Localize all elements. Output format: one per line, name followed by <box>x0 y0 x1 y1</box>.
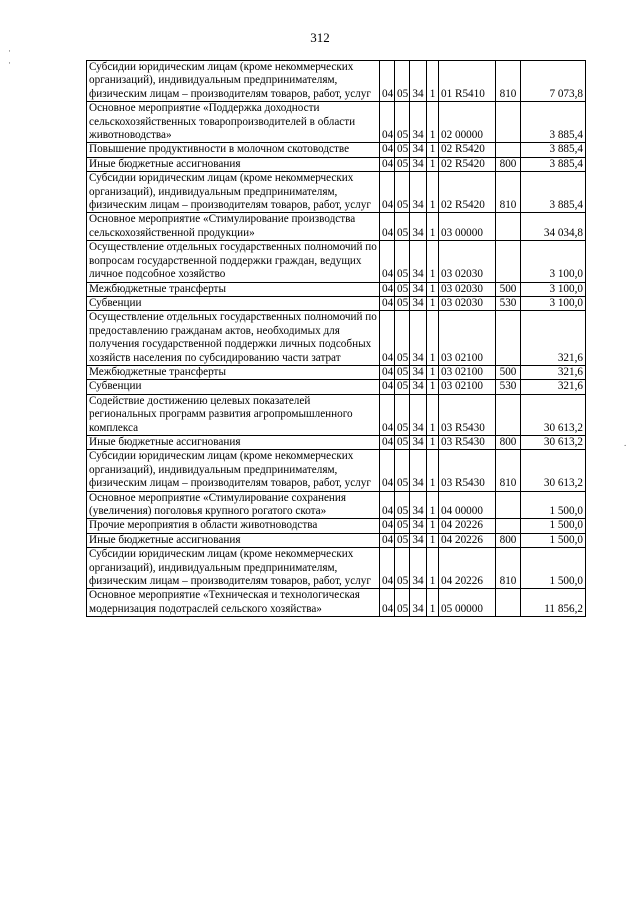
subprogram-code: 1 <box>427 61 439 102</box>
amount-value: 3 100,0 <box>521 282 586 296</box>
expense-type-code <box>496 213 521 241</box>
table-row <box>87 213 586 241</box>
table-row <box>87 519 586 533</box>
item-name: Межбюджетные трансферты <box>87 282 380 296</box>
subsection-code: 05 <box>395 435 410 449</box>
item-name: Иные бюджетные ассигнования <box>87 435 380 449</box>
subprogram-code: 1 <box>427 102 439 143</box>
section-code: 04 <box>380 282 395 296</box>
section-code: 04 <box>380 533 395 547</box>
budget-table-body <box>87 61 586 617</box>
target-item-code: 03 02100 <box>439 311 496 366</box>
amount-value: 7 073,8 <box>521 61 586 102</box>
table-row <box>87 491 586 519</box>
amount-value: 30 613,2 <box>521 435 586 449</box>
target-item-code: 03 02030 <box>439 296 496 310</box>
table-row <box>87 157 586 171</box>
subsection-code: 05 <box>395 143 410 157</box>
item-name: Прочие мероприятия в области животноводства <box>87 519 380 533</box>
subprogram-code: 1 <box>427 143 439 157</box>
program-code: 34 <box>410 435 427 449</box>
program-code: 34 <box>410 282 427 296</box>
target-item-code: 04 00000 <box>439 491 496 519</box>
subsection-code: 05 <box>395 172 410 213</box>
subprogram-code: 1 <box>427 435 439 449</box>
program-code: 34 <box>410 589 427 617</box>
subprogram-code: 1 <box>427 589 439 617</box>
section-code: 04 <box>380 157 395 171</box>
table-row <box>87 143 586 157</box>
subsection-code: 05 <box>395 365 410 379</box>
program-code: 34 <box>410 102 427 143</box>
section-code: 04 <box>380 102 395 143</box>
subsection-code: 05 <box>395 241 410 282</box>
subsection-code: 05 <box>395 533 410 547</box>
amount-value: 1 500,0 <box>521 519 586 533</box>
expense-type-code: 800 <box>496 533 521 547</box>
subsection-code: 05 <box>395 282 410 296</box>
subsection-code: 05 <box>395 589 410 617</box>
amount-value: 11 856,2 <box>521 589 586 617</box>
expense-type-code: 810 <box>496 450 521 491</box>
section-code: 04 <box>380 172 395 213</box>
expense-type-code <box>496 241 521 282</box>
amount-value: 3 885,4 <box>521 172 586 213</box>
program-code: 34 <box>410 241 427 282</box>
section-code: 04 <box>380 548 395 589</box>
scan-mark: · <box>8 58 11 68</box>
expense-type-code: 810 <box>496 548 521 589</box>
page-number: 312 <box>310 30 330 45</box>
subsection-code: 05 <box>395 548 410 589</box>
section-code: 04 <box>380 589 395 617</box>
amount-value: 321,6 <box>521 380 586 394</box>
program-code: 34 <box>410 491 427 519</box>
amount-value: 3 885,4 <box>521 102 586 143</box>
amount-value: 3 100,0 <box>521 296 586 310</box>
section-code: 04 <box>380 435 395 449</box>
subprogram-code: 1 <box>427 533 439 547</box>
section-code: 04 <box>380 143 395 157</box>
subprogram-code: 1 <box>427 296 439 310</box>
expense-type-code: 800 <box>496 157 521 171</box>
program-code: 34 <box>410 61 427 102</box>
program-code: 34 <box>410 380 427 394</box>
subprogram-code: 1 <box>427 282 439 296</box>
item-name: Субсидии юридическим лицам (кроме некоммерческих организаций), индивидуальным предпринимателям, физическим лицам – производителям товаров, работ, услуг <box>87 548 380 589</box>
table-row <box>87 241 586 282</box>
subprogram-code: 1 <box>427 380 439 394</box>
subprogram-code: 1 <box>427 519 439 533</box>
expense-type-code: 800 <box>496 435 521 449</box>
subprogram-code: 1 <box>427 172 439 213</box>
item-name: Субсидии юридическим лицам (кроме некоммерческих организаций), индивидуальным предпринимателям, физическим лицам – производителям товаров, работ, услуг <box>87 450 380 491</box>
program-code: 34 <box>410 548 427 589</box>
item-name: Иные бюджетные ассигнования <box>87 533 380 547</box>
expense-type-code: 500 <box>496 365 521 379</box>
expense-type-code: 500 <box>496 282 521 296</box>
target-item-code: 03 02100 <box>439 380 496 394</box>
section-code: 04 <box>380 491 395 519</box>
section-code: 04 <box>380 296 395 310</box>
table-row <box>87 533 586 547</box>
subprogram-code: 1 <box>427 450 439 491</box>
subprogram-code: 1 <box>427 157 439 171</box>
program-code: 34 <box>410 157 427 171</box>
table-row <box>87 296 586 310</box>
expense-type-code: 530 <box>496 380 521 394</box>
item-name: Осуществление отдельных государственных полномочий по вопросам государственной поддержки граждан, ведущих личное подсобное хозяйство <box>87 241 380 282</box>
expense-type-code <box>496 143 521 157</box>
subsection-code: 05 <box>395 380 410 394</box>
target-item-code: 02 00000 <box>439 102 496 143</box>
target-item-code: 03 R5430 <box>439 450 496 491</box>
program-code: 34 <box>410 394 427 435</box>
subsection-code: 05 <box>395 311 410 366</box>
section-code: 04 <box>380 365 395 379</box>
subprogram-code: 1 <box>427 491 439 519</box>
item-name: Субсидии юридическим лицам (кроме некоммерческих организаций), индивидуальным предпринимателям, физическим лицам – производителям товаров, работ, услуг <box>87 61 380 102</box>
expense-type-code <box>496 519 521 533</box>
target-item-code: 02 R5420 <box>439 172 496 213</box>
subprogram-code: 1 <box>427 365 439 379</box>
item-name: Содействие достижению целевых показателей региональных программ развития агропромышленного комплекса <box>87 394 380 435</box>
program-code: 34 <box>410 172 427 213</box>
table-row <box>87 365 586 379</box>
item-name: Субвенции <box>87 296 380 310</box>
program-code: 34 <box>410 365 427 379</box>
amount-value: 1 500,0 <box>521 548 586 589</box>
subsection-code: 05 <box>395 450 410 491</box>
subsection-code: 05 <box>395 102 410 143</box>
program-code: 34 <box>410 533 427 547</box>
section-code: 04 <box>380 380 395 394</box>
table-row <box>87 311 586 366</box>
target-item-code: 02 R5420 <box>439 143 496 157</box>
table-row <box>87 380 586 394</box>
target-item-code: 03 R5430 <box>439 394 496 435</box>
expense-type-code: 810 <box>496 172 521 213</box>
subsection-code: 05 <box>395 394 410 435</box>
amount-value: 1 500,0 <box>521 491 586 519</box>
section-code: 04 <box>380 394 395 435</box>
expense-type-code <box>496 311 521 366</box>
subsection-code: 05 <box>395 213 410 241</box>
item-name: Основное мероприятие «Техническая и технологическая модернизация подотраслей сельского хозяйства» <box>87 589 380 617</box>
amount-value: 34 034,8 <box>521 213 586 241</box>
item-name: Осуществление отдельных государственных полномочий по предоставлению гражданам актов, необходимых для получения государственной поддержки личных подсобных хозяйств населения по субсидированию части затрат <box>87 311 380 366</box>
table-row <box>87 548 586 589</box>
expense-type-code <box>496 491 521 519</box>
target-item-code: 03 00000 <box>439 213 496 241</box>
item-name: Основное мероприятие «Стимулирование сохранения (увеличения) поголовья крупного рогатого скота» <box>87 491 380 519</box>
budget-table <box>86 60 586 617</box>
amount-value: 1 500,0 <box>521 533 586 547</box>
target-item-code: 05 00000 <box>439 589 496 617</box>
item-name: Субвенции <box>87 380 380 394</box>
target-item-code: 03 02030 <box>439 241 496 282</box>
item-name: Повышение продуктивности в молочном скотоводстве <box>87 143 380 157</box>
expense-type-code: 810 <box>496 61 521 102</box>
target-item-code: 03 R5430 <box>439 435 496 449</box>
subsection-code: 05 <box>395 519 410 533</box>
amount-value: 321,6 <box>521 311 586 366</box>
table-row <box>87 61 586 102</box>
expense-type-code: 530 <box>496 296 521 310</box>
target-item-code: 02 R5420 <box>439 157 496 171</box>
amount-value: 3 885,4 <box>521 143 586 157</box>
program-code: 34 <box>410 311 427 366</box>
section-code: 04 <box>380 241 395 282</box>
table-row <box>87 102 586 143</box>
subprogram-code: 1 <box>427 394 439 435</box>
scan-mark: · <box>8 46 11 56</box>
target-item-code: 03 02030 <box>439 282 496 296</box>
target-item-code: 04 20226 <box>439 533 496 547</box>
subprogram-code: 1 <box>427 311 439 366</box>
table-row <box>87 450 586 491</box>
section-code: 04 <box>380 61 395 102</box>
item-name: Иные бюджетные ассигнования <box>87 157 380 171</box>
item-name: Межбюджетные трансферты <box>87 365 380 379</box>
subprogram-code: 1 <box>427 213 439 241</box>
subsection-code: 05 <box>395 61 410 102</box>
program-code: 34 <box>410 450 427 491</box>
section-code: 04 <box>380 311 395 366</box>
subsection-code: 05 <box>395 296 410 310</box>
target-item-code: 04 20226 <box>439 519 496 533</box>
section-code: 04 <box>380 213 395 241</box>
subsection-code: 05 <box>395 157 410 171</box>
item-name: Субсидии юридическим лицам (кроме некоммерческих организаций), индивидуальным предпринимателям, физическим лицам – производителям товаров, работ, услуг <box>87 172 380 213</box>
expense-type-code <box>496 394 521 435</box>
expense-type-code <box>496 102 521 143</box>
target-item-code: 04 20226 <box>439 548 496 589</box>
amount-value: 3 100,0 <box>521 241 586 282</box>
expense-type-code <box>496 589 521 617</box>
table-row <box>87 435 586 449</box>
program-code: 34 <box>410 519 427 533</box>
target-item-code: 01 R5410 <box>439 61 496 102</box>
program-code: 34 <box>410 296 427 310</box>
table-row <box>87 589 586 617</box>
section-code: 04 <box>380 519 395 533</box>
subprogram-code: 1 <box>427 548 439 589</box>
amount-value: 30 613,2 <box>521 394 586 435</box>
amount-value: 321,6 <box>521 365 586 379</box>
program-code: 34 <box>410 143 427 157</box>
table-row <box>87 172 586 213</box>
amount-value: 30 613,2 <box>521 450 586 491</box>
amount-value: 3 885,4 <box>521 157 586 171</box>
table-row <box>87 394 586 435</box>
subprogram-code: 1 <box>427 241 439 282</box>
table-row <box>87 282 586 296</box>
section-code: 04 <box>380 450 395 491</box>
target-item-code: 03 02100 <box>439 365 496 379</box>
item-name: Основное мероприятие «Поддержка доходности сельскохозяйственных товаропроизводителей в области животноводства» <box>87 102 380 143</box>
subsection-code: 05 <box>395 491 410 519</box>
scan-mark: . <box>624 438 627 448</box>
item-name: Основное мероприятие «Стимулирование производства сельскохозяйственной продукции» <box>87 213 380 241</box>
program-code: 34 <box>410 213 427 241</box>
